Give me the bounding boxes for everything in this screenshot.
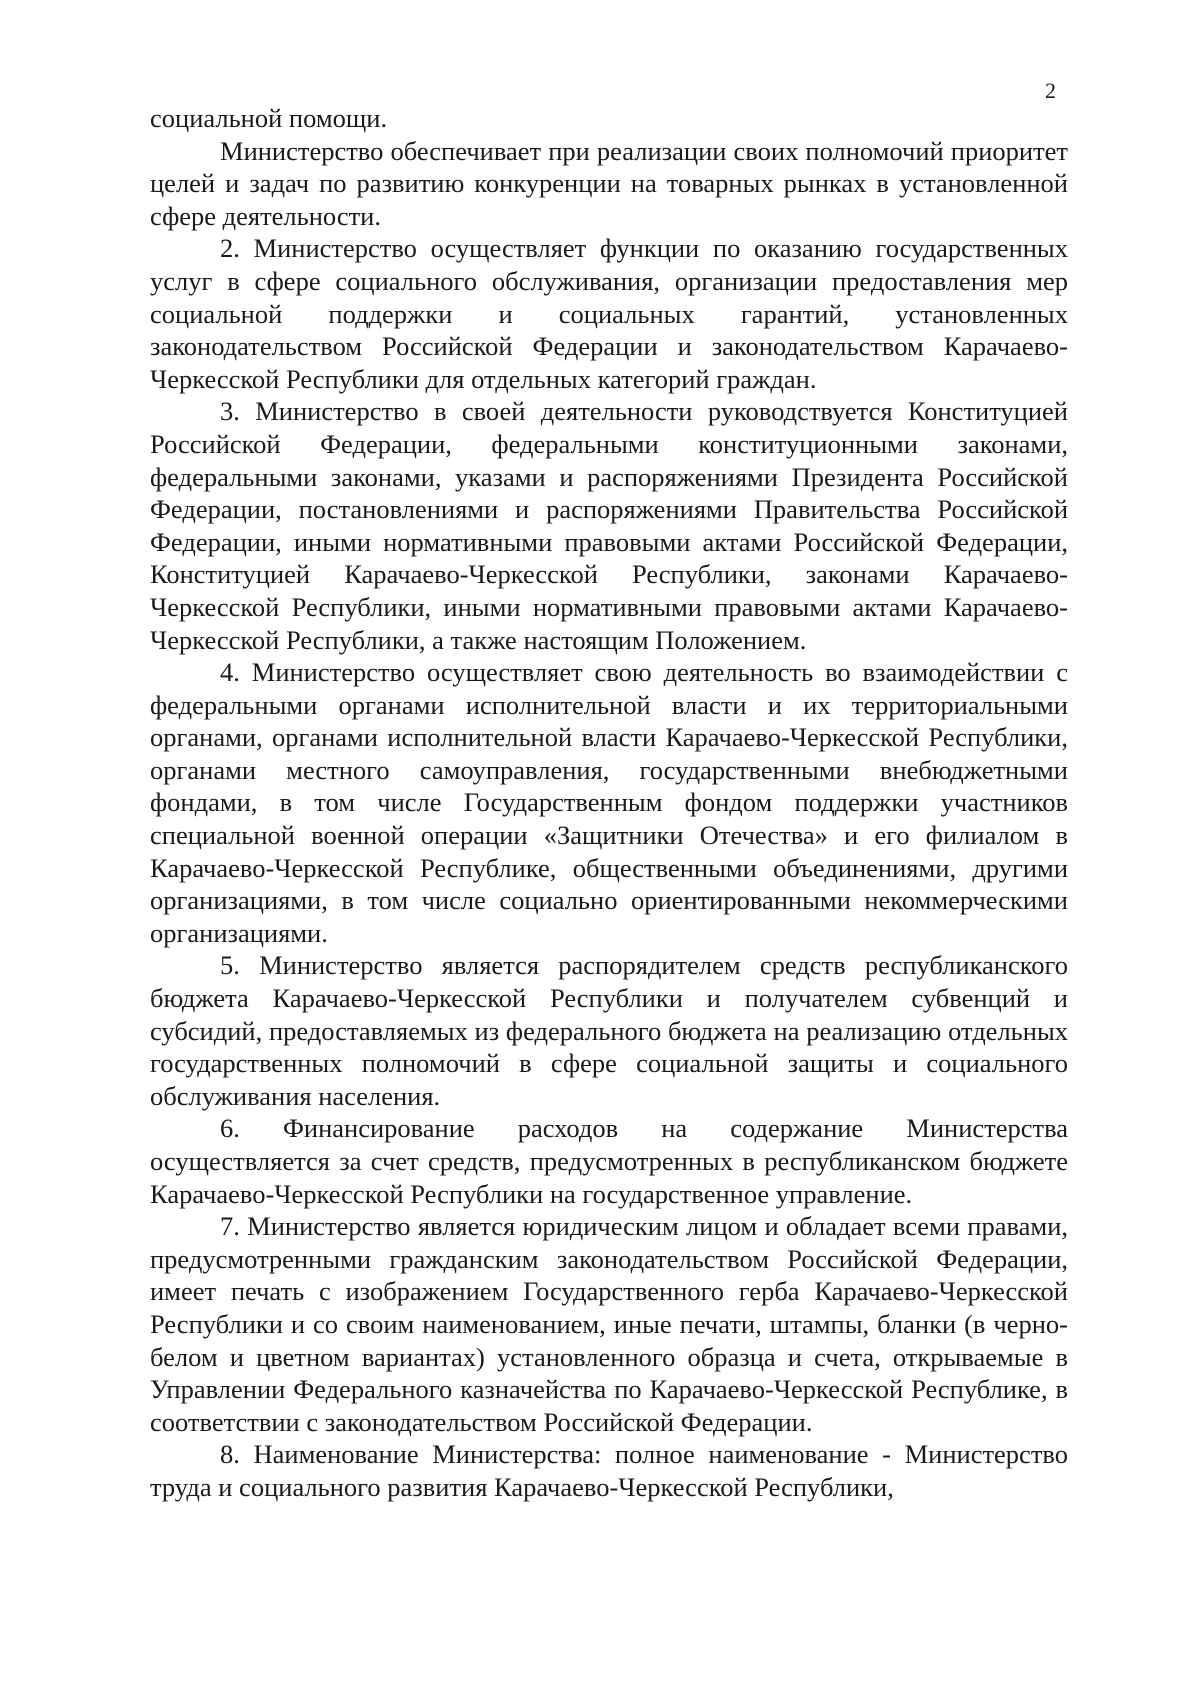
paragraph-8-name: 8. Наименование Министерства: полное наименование - Министерство труда и социального развития Карачаево-Черкесской Республики,: [150, 1439, 1068, 1502]
paragraph-5-budget: 5. Министерство является распорядителем средств республиканского бюджета Карачаево-Черкесской Республики и получателем субвенций и субсидий, предоставляемых из федерального бюджета на реализацию отдельных государственных полномочий в сфере социальной защиты и социального обслуживания населения.: [150, 950, 1068, 1111]
paragraph-7-legal-entity: 7. Министерство является юридическим лицом и обладает всеми правами, предусмотренными гражданским законодательством Российской Федерации, имеет печать с изображением Государственного герба Карачаево-Черкесской Республики и со своим наименованием, иные печати, штампы, бланки (в черно-белом и цветном вариантах) установленного образца и счета, открываемые в Управлении Федерального казначейства по Карачаево-Черкесской Республике, в соответствии с законодательством Российской Федерации.: [150, 1211, 1068, 1437]
paragraph-6-financing: 6. Финансирование расходов на содержание Министерства осуществляется за счет средств, предусмотренных в республиканском бюджете Карачаево-Черкесской Республики на государственное управление.: [150, 1113, 1068, 1209]
paragraph-4-interaction: 4. Министерство осуществляет свою деятельность во взаимодействии с федеральными органами исполнительной власти и их территориальными органами, органами исполнительной власти Карачаево-Черкесской Республики, органами местного самоуправления, государственными внебюджетными фондами, в том числе Государственным фондом поддержки участников специальной военной операции «Защитники Отечества» и его филиалом в Карачаево-Черкесской Республике, общественными объединениями, другими организациями, в том числе социально ориентированными некоммерческими организациями.: [150, 657, 1068, 948]
page-number: 2: [1045, 78, 1056, 103]
paragraph-continuation: социальной помощи.: [150, 103, 388, 133]
paragraph-priority-competition: Министерство обеспечивает при реализации своих полномочий приоритет целей и задач по развитию конкуренции на товарных рынках в установленной сфере деятельности.: [150, 135, 1068, 231]
document-body: [150, 102, 1068, 1504]
paragraph-2-functions: 2. Министерство осуществляет функции по оказанию государственных услуг в сфере социального обслуживания, организации предоставления мер социальной поддержки и социальных гарантий, установленных законодательством Российской Федерации и законодательством Карачаево-Черкесской Республики для отдельных категорий граждан.: [150, 233, 1068, 394]
paragraph-3-legal-basis: 3. Министерство в своей деятельности руководствуется Конституцией Российской Федерации, федеральными конституционными законами, федеральными законами, указами и распоряжениями Президента Российской Федерации, постановлениями и распоряжениями Правительства Российской Федерации, иными нормативными правовыми актами Российской Федерации, Конституцией Карачаево-Черкесской Республики, законами Карачаево-Черкесской Республики, иными нормативными правовыми актами Карачаево-Черкесской Республики, а также настоящим Положением.: [150, 396, 1068, 655]
